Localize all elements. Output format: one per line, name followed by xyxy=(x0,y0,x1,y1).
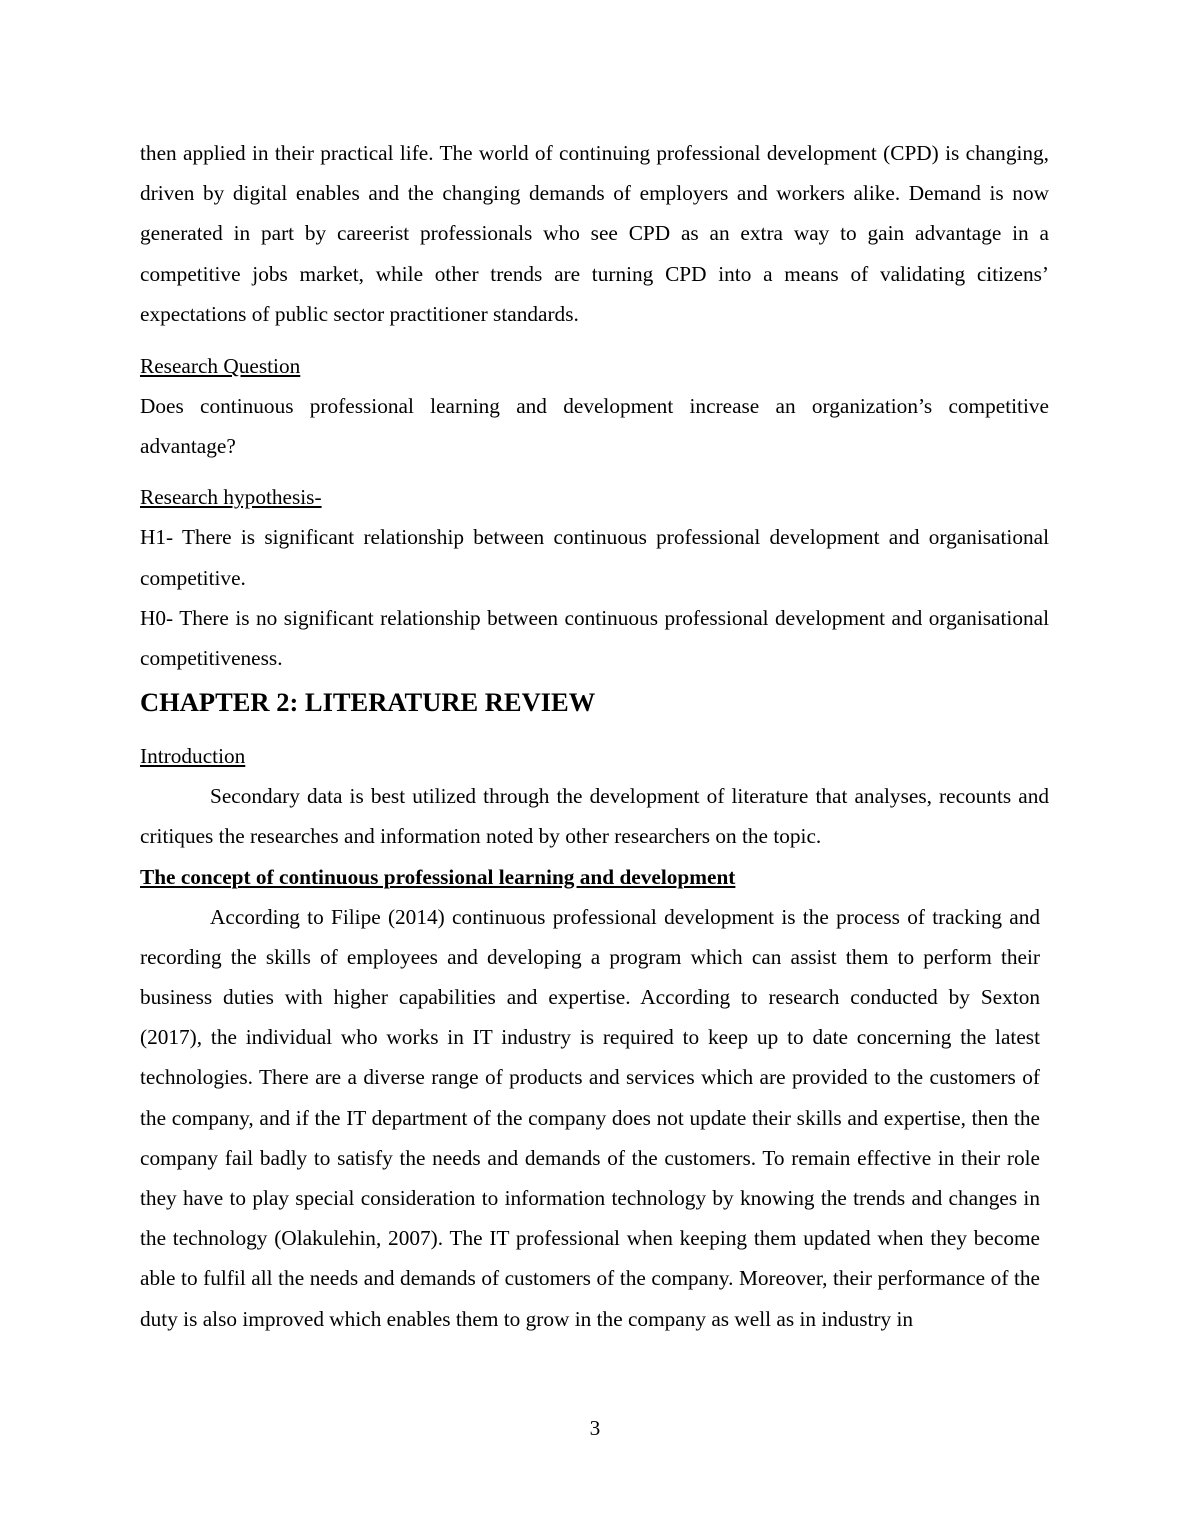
research-question-text: Does continuous professional learning and development increase an organization’s competitive advantage? xyxy=(140,394,1049,459)
hypothesis-h0: H0- There is no significant relationship between continuous professional development and organisational competitiveness. xyxy=(140,605,1049,671)
research-question-heading: Research Question xyxy=(140,354,301,379)
introduction-text: Secondary data is best utilized through the development of literature that analyses, recounts and critiques the researches and information noted by other researchers on the topic. xyxy=(140,784,1049,849)
hypothesis-h1: H1- There is significant relationship between continuous professional development and organisational competitive. xyxy=(140,525,1049,590)
document-page xyxy=(140,133,1049,1339)
hypothesis-heading: Research hypothesis- xyxy=(140,485,322,510)
concept-text: According to Filipe (2014) continuous professional development is the process of tracking and recording the skills of employees and developing a program which can assist them to perform their business duties with higher capabilities and expertise. According to research conducted by Sexton (2017), the individual who works in IT industry is required to keep up to date concerning the latest technologies. There are a diverse range of products and services which are provided to the customers of the company, and if the IT department of the company does not update their skills and expertise, then the company fail badly to satisfy the needs and demands of the customers. To remain effective in their role they have to play special consideration to information technology by knowing the trends and changes in the technology (Olakulehin, 2007). The IT professional when keeping them updated when they become able to fulfil all the needs and demands of customers of the company. Moreover, their performance of the duty is also improved which enables them to grow in the company as well as in industry in xyxy=(140,904,1040,1331)
page-number: 3 xyxy=(589,1416,601,1440)
intro-paragraph: then applied in their practical life. The world of continuing professional development (CPD) is changing, driven by digital enables and the changing demands of employers and workers alike. Demand is now generated in part by careerist professionals who see CPD as an extra way to gain advantage in a competitive jobs market, while other trends are turning CPD into a means of validating citizens’ expectations of public sector practitioner standards. xyxy=(140,141,1049,326)
introduction-heading: Introduction xyxy=(140,744,246,769)
chapter-heading: CHAPTER 2: LITERATURE REVIEW xyxy=(140,687,596,718)
concept-heading: The concept of continuous professional learning and development xyxy=(140,864,736,889)
